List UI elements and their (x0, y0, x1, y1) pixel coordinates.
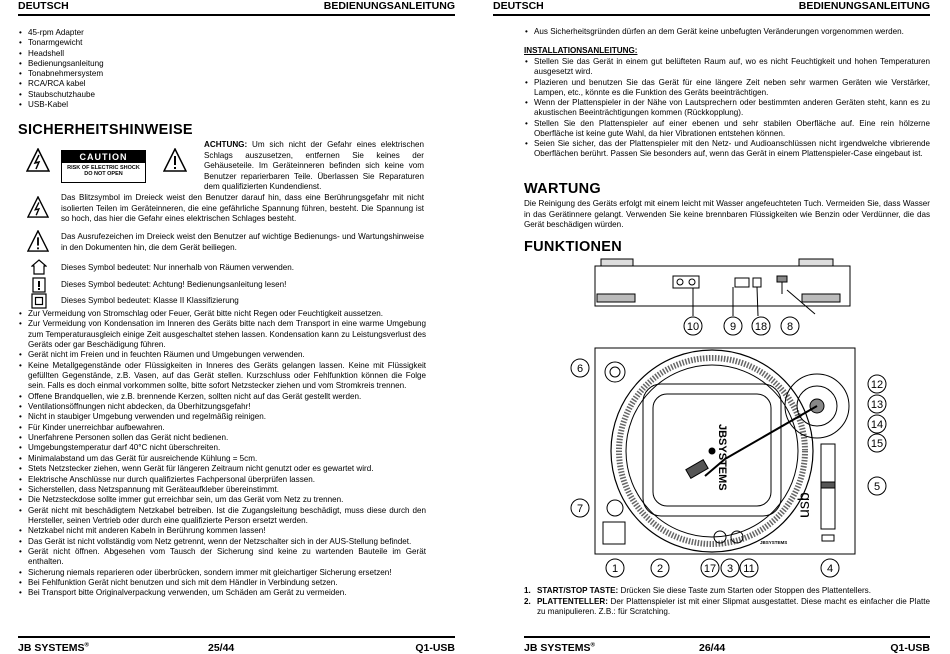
right-page (475, 0, 950, 654)
list-item: • Zur Vermeidung von Kondensation im Inneren des Geräts bitte nach dem Transport in eine warme Umgebung zum Temperaturausgleich einige Zeit ausgeschaltet stehen lassen. Kondensation kann zu Leistungsverlust des Geräts oder gar Beschädigung führen. (18, 319, 426, 350)
function-item: 1. START/STOP TASTE: Drücken Sie diese Taste zum Starten oder Stoppen des Plattentellers. (524, 586, 871, 595)
list-item: • Stets Netzstecker ziehen, wenn Gerät für längeren Zeitraum nicht genutzt oder es gewartet wird. (18, 464, 426, 474)
callout-number: 12 (870, 379, 884, 391)
lightning-triangle-icon (27, 196, 49, 223)
footer-page-number: 25/44 (208, 642, 235, 654)
exclamation-warning-icon (163, 148, 187, 177)
callout-number: 7 (576, 503, 584, 515)
functions-title: FUNKTIONEN (524, 239, 623, 255)
list-item: • Bei Fehlfunktion Gerät nicht benutzen und sich mit dem Händler in Verbindung setzen. (18, 578, 426, 588)
diagram-brand-text: JBSYSTEMS (716, 424, 728, 491)
callout-number: 1 (611, 563, 619, 575)
diagram-usb-logo: usb (796, 492, 813, 518)
caution-line-2: DO NOT OPEN (84, 171, 123, 177)
function-item: 2. PLATTENTELLER: Der Plattenspieler ist mit einer Slipmat ausgestattet. Diese macht es einfacher die Platte zu manipulieren. Z.B.: für Scratching. (524, 596, 930, 616)
callout-number: 14 (870, 419, 884, 431)
list-item: • Minimalabstand um das Gerät für ausreichende Kühlung = 5cm. (18, 454, 426, 464)
list-item: • Elektrische Anschlüsse nur durch qualifiziertes Fachpersonal überprüfen lassen. (18, 475, 426, 485)
footer-page-number: 26/44 (699, 642, 726, 654)
symbol-class-text: Dieses Symbol bedeutet: Klasse II Klassifizierung (61, 296, 239, 305)
modification-notice (524, 27, 930, 38)
caution-title: CAUTION (62, 151, 145, 163)
function-title: START/STOP TASTE: (537, 586, 619, 595)
list-item: • Gerät nicht öffnen. Abgesehen vom Tausch der Sicherung sind keine zu wartenden Bauteile im Gerät enthalten. (18, 547, 426, 568)
install-list (524, 57, 930, 160)
page-header (493, 0, 930, 16)
list-item: • Für Kinder unerreichbar aufbewahren. (18, 423, 426, 433)
list-item: • Tonarmgewicht (18, 38, 218, 48)
maintenance-text: Die Reinigung des Geräts erfolgt mit einem leicht mit Wasser angefeuchteten Tuch. Vermeiden Sie, dass Wasser in das Gerätinnere gelangt. Verwenden Sie keine brennbaren Flüssigkeiten wie Benzin oder Verdünner, die das Gerät beschädigen würden. (524, 199, 930, 229)
header-language: DEUTSCH (18, 0, 69, 12)
list-item: • Zur Vermeidung von Stromschlag oder Feuer, Gerät bitte nicht Regen oder Feuchtigkeit aussetzen. (18, 309, 426, 319)
list-item: • Aus Sicherheitsgründen dürfen an dem Gerät keine unbefugten Veränderungen vorgenommen werden. (524, 27, 930, 38)
list-item: • 45-rpm Adapter (18, 28, 218, 38)
caution-line-1: RISK OF ELECTRIC SHOCK (67, 165, 140, 171)
list-item: • Bei Transport bitte Originalverpackung verwenden, um Schäden am Gerät zu vermeiden. (18, 588, 426, 598)
callout-number: 8 (786, 321, 794, 333)
list-item: • Keine Metallgegenstände oder Flüssigkeiten in Inneres des Geräts gelangen lassen. Keine mit Flüssigkeit gefüllten Gegenstände, z.B. Vasen, auf das Gerät stellen. Kurzschluss oder Fehlfunktion können die Folge sein. Falls es doch einmal vorkommen sollte, bitte sofort Netzstecker ziehen und vom Stromkreis trennen. (18, 361, 426, 392)
safety-title: SICHERHEITSHINWEISE (18, 122, 193, 138)
turntable-diagram (475, 254, 950, 584)
safety-list (18, 309, 426, 599)
list-item: • Stellen Sie das Gerät in einem gut belüfteten Raum auf, wo es nicht Feuchtigkeit und hohen Temperaturen ausgesetzt wird. (524, 57, 930, 78)
callout-number: 13 (870, 399, 884, 411)
diagram-small-brand: JBSYSTEMS (760, 540, 788, 545)
caution-label (61, 150, 146, 183)
callout-number: 9 (729, 321, 737, 333)
list-item: • Sicherstellen, dass Netzspannung mit Geräteaufkleber übereinstimmt. (18, 485, 426, 495)
callout-number: 10 (686, 321, 700, 333)
symbol-indoor-text: Dieses Symbol bedeutet: Nur innerhalb von Räumen verwenden. (61, 263, 295, 272)
footer-model: Q1-USB (415, 642, 455, 654)
list-item: • RCA/RCA kabel (18, 79, 218, 89)
callout-number: 17 (703, 563, 717, 575)
callout-number: 15 (870, 438, 884, 450)
list-item: • Umgebungstemperatur darf 40°C nicht überschreiten. (18, 443, 426, 453)
callout-number: 6 (576, 363, 584, 375)
install-title: INSTALLATIONSANLEITUNG: (524, 46, 638, 55)
turntable-rear-view (595, 259, 850, 316)
list-item: • Seien Sie sicher, das der Plattenspieler mit den Netz- und Audioanschlüssen nicht irgendwelche vibrierende Oberflächen berührt. Passen Sie besonders auf, wenn das Gerät in einem Plattenspieler-Case eingebaut ist. (524, 139, 930, 160)
function-list (524, 586, 930, 618)
symbol-manual-text: Dieses Symbol bedeutet: Achtung! Bedienungsanleitung lesen! (61, 280, 287, 289)
callout-number: 4 (826, 563, 834, 575)
turntable-top-view (595, 348, 855, 554)
list-item: • Gerät nicht im Freien und in feuchten Räumen und Umgebungen verwenden. (18, 350, 426, 360)
lightning-paragraph: Das Blitzsymbol im Dreieck weist den Benutzer darauf hin, dass eine Berührungsgefahr mit nicht isolierten Teilen im Geräteinneren, die eine gefährliche Spannung führen, besteht. Die Spannung ist so hoch, das hier die Gefahr eines elektrischen Schlages besteht. (61, 193, 424, 223)
list-item: • Netzkabel nicht mit anderen Kabeln in Berührung kommen lassen! (18, 526, 426, 536)
callout-number: 18 (754, 321, 768, 333)
header-title: BEDIENUNGSANLEITUNG (798, 0, 930, 12)
footer-brand: JB SYSTEMS® (18, 642, 89, 654)
callout-number: 5 (873, 481, 881, 493)
function-text: Der Plattenspieler ist mit einer Slipmat ausgestattet. Diese macht es einfacher die Platte zu manipulieren. Z.B.: für Scratching. (537, 596, 930, 616)
list-item: • Das Gerät ist nicht vollständig vom Netz getrennt, wenn der Netzschalter sich in der AUS-Stellung befindet. (18, 537, 426, 547)
list-item: • Plazieren und benutzen Sie das Gerät für eine längere Zeit neben sehr warmen Geräten wie Verstärker, Lampen, etc., könnte es die Funktion des Geräts beeinträchtigen. (524, 78, 930, 99)
list-item: • Staubschutzhaube (18, 90, 218, 100)
list-item: • Bedienungsanleitung (18, 59, 218, 69)
list-item: • Wenn der Plattenspieler in der Nähe von Lautsprechern oder bestimmten anderen Geräten steht, kann es zu akustischen Beeinträchtigungen kommen (Rückkopplung). (524, 98, 930, 119)
callout-number: 2 (656, 563, 664, 575)
callout-number: 3 (726, 563, 734, 575)
list-item: • Offene Brandquellen, wie z.B. brennende Kerzen, sollten nicht auf das Gerät gestellt werden. (18, 392, 426, 402)
header-title: BEDIENUNGSANLEITUNG (323, 0, 455, 12)
header-language: DEUTSCH (493, 0, 544, 12)
list-item: • USB-Kabel (18, 100, 218, 110)
list-item: • Gerät nicht mit beschädigtem Netzkabel betreiben. Ist die Zugangsleitung beschädigt, muss diese durch den Hersteller, seinen Vertrieb oder durch eine qualifizierte Person ersetzt werden. (18, 506, 426, 527)
achtung-paragraph (204, 140, 424, 193)
function-title: PLATTENTELLER: (537, 596, 608, 606)
list-item: • Nicht in staubiger Umgebung verwenden und regelmäßig reinigen. (18, 412, 426, 422)
callout-number: 11 (743, 563, 755, 575)
footer-model: Q1-USB (890, 642, 930, 654)
contents-list (18, 28, 218, 110)
list-item: • Stellen Sie den Plattenspieler auf einer ebenen und sehr stabilen Oberfläche auf. Eine rein hölzerne Oberfläche ist keine gute Wahl, da hier Vibrationen entstehen können. (524, 119, 930, 140)
function-text: Drücken Sie diese Taste zum Starten oder Stoppen des Plattentellers. (618, 586, 871, 595)
list-item: • Tonabnehmersystem (18, 69, 218, 79)
achtung-label: ACHTUNG: (204, 140, 248, 149)
exclamation-paragraph: Das Ausrufezeichen im Dreieck weist den Benutzer auf wichtige Bedienungs- und Wartungshinweise in den Dokumenten hin, die dem Gerät beiliegen. (61, 232, 424, 252)
exclamation-triangle-icon (27, 230, 49, 257)
page-footer (18, 636, 455, 654)
footer-brand: JB SYSTEMS® (524, 642, 595, 654)
list-item: • Headshell (18, 49, 218, 59)
lightning-warning-icon (26, 148, 50, 177)
list-item: • Sicherung niemals reparieren oder überbrücken, sondern immer mit gleichartiger Sicherung ersetzen! (18, 568, 426, 578)
maintenance-title: WARTUNG (524, 181, 602, 197)
list-item: • Ventilationsöffnungen nicht abdecken, da Überhitzungsgefahr! (18, 402, 426, 412)
list-item: • Die Netzsteckdose sollte immer gut erreichbar sein, um das Gerät vom Netz zu trennen. (18, 495, 426, 505)
page-footer (524, 636, 930, 654)
page-header (18, 0, 455, 16)
achtung-text: Um sich nicht der Gefahr eines elektrischen Schlags auszusetzen, entfernen Sie keines der Gehäuseteile. Im Geräteinneren befinden sich keine vom Benutzer reparierbaren Teile. Überlassen Sie Reparaturen dem qualifizierten Kundendienst. (204, 140, 424, 191)
list-item: • Unerfahrene Personen sollen das Gerät nicht bedienen. (18, 433, 426, 443)
